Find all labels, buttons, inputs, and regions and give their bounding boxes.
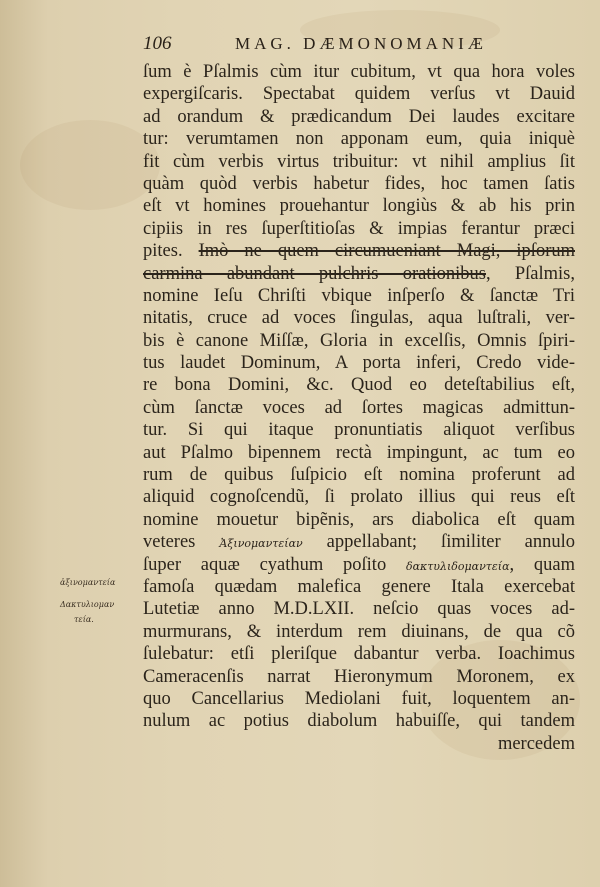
- line-text: , quam: [509, 554, 575, 575]
- line-text: bis è canone Miſſæ, Gloria in excelſis, Omnis ſpiri-: [143, 330, 575, 351]
- text-line: [143, 621, 575, 643]
- line-text: pites.: [143, 241, 199, 262]
- text-line: [143, 554, 575, 576]
- line-text: Lutetiæ anno M.D.LXII. neſcio quas voces ad-: [143, 599, 575, 620]
- text-line: [143, 643, 575, 665]
- line-text: ſum è Pſalmis cùm itur cubitum, vt qua hora voles: [143, 62, 575, 82]
- line-text: ſulebatur: etſi pleriſque dabantur verba. Ioachimus: [143, 644, 575, 665]
- line-text: nomine mouetur bipẽnis, ars diabolica eſt quam: [143, 509, 575, 530]
- text-line: [143, 464, 575, 486]
- text-line: [143, 61, 575, 83]
- text-line: [143, 307, 575, 329]
- struck-through-text: Imò ne quem circumueniant Magi, ipſorum: [198, 241, 575, 262]
- greek-term: Ἀξινομαντείαν: [219, 537, 303, 551]
- line-text: tur: verumtamen non apponam eum, quia iniquè: [143, 129, 575, 150]
- text-line: [143, 688, 575, 710]
- line-text: aut Pſalmo bipennem rectà impingunt, ac tum eo: [143, 442, 575, 463]
- paper-stain: [20, 120, 160, 210]
- line-text: expergiſcaris. Spectabat quidem verſus vt Dauid: [143, 84, 575, 105]
- line-text: eſt vt homines prouehantur longiùs & ab his prin: [143, 196, 575, 217]
- text-line: [143, 106, 575, 128]
- line-text: tur. Si qui itaque pronuntiatis aliquot verſibus: [143, 420, 575, 441]
- line-text: ad orandum & prædicandum Dei laudes excitare: [143, 106, 575, 127]
- line-text: aliquid cognoſcendũ, ſi prolato illius qui reus eſt: [143, 487, 575, 508]
- line-text: ſuper aquæ cyathum poſito: [143, 554, 406, 575]
- line-text: re bona Domini, &c. Quod eo deteſtabilius eſt,: [143, 375, 575, 396]
- text-line: [143, 666, 575, 688]
- text-line: [143, 531, 575, 553]
- text-line: [143, 486, 575, 508]
- line-text: veteres: [143, 532, 220, 553]
- line-text: nomine Ieſu Chriſti vbique inſperſo & ſanctæ Tri: [143, 285, 575, 306]
- line-text: cipiis in res ſuperſtitioſas & impias ferantur præci: [143, 218, 575, 239]
- running-head: MAG. DÆMONOMANIÆ: [235, 34, 487, 53]
- line-text: nitatis, cruce ad voces ſingulas, aqua luſtrali, ver-: [143, 308, 575, 329]
- text-line: [143, 128, 575, 150]
- margin-note: ἀξινομαντεία: [60, 578, 116, 587]
- text-line: [143, 173, 575, 195]
- body-text: [143, 61, 575, 755]
- text-line: [143, 218, 575, 240]
- line-text: tus laudet Dominum, A porta inferi, Credo vide-: [143, 353, 575, 374]
- line-text: murmurans, & interdum rem diuinans, de qua cõ: [143, 621, 575, 642]
- struck-through-text: carmina abundant pulchris orationibus: [143, 263, 486, 284]
- line-text: , Pſalmis,: [485, 263, 575, 284]
- text-line: [143, 352, 575, 374]
- margin-notes: [60, 576, 144, 626]
- line-text: cùm ſanctæ voces ad ſortes magicas admittun-: [143, 397, 575, 418]
- text-line: [143, 509, 575, 531]
- text-line: [143, 151, 575, 173]
- line-text: quo Cancellarius Mediolani fuit, loquentem an-: [143, 688, 575, 709]
- text-line: [143, 576, 575, 598]
- text-line: [143, 397, 575, 419]
- line-text: nulum ac potius diabolum habuiſſe, qui tandem: [143, 711, 575, 732]
- text-line: [143, 598, 575, 620]
- page-header: [143, 33, 563, 57]
- greek-term: δακτυλιδομαντεία: [405, 559, 510, 573]
- line-text: famoſa quædam malefica genere Itala exercebat: [143, 576, 575, 597]
- line-text: quàm quòd verbis habetur fides, hoc tamen ſatis: [143, 173, 575, 194]
- text-line: [143, 733, 575, 755]
- text-line: [143, 330, 575, 352]
- folio-number: 106: [143, 33, 172, 54]
- text-line: [143, 710, 575, 732]
- margin-note: τεία.: [74, 615, 94, 624]
- line-text: fit cùm verbis virtus tribuitur: vt nihil amplius ſit: [143, 151, 575, 172]
- text-line: [143, 83, 575, 105]
- text-line: [143, 374, 575, 396]
- text-line: [143, 240, 575, 262]
- text-line: [143, 263, 575, 285]
- text-line: [143, 419, 575, 441]
- line-text: appellabant; ſimiliter annulo: [302, 532, 575, 553]
- line-text: rum de quibus ſuſpicio eſt nomina proferunt ad: [143, 465, 575, 486]
- margin-note: Δακτυλιομαν: [60, 600, 115, 609]
- text-line: [143, 195, 575, 217]
- line-text: Cameracenſis narrat Hieronymum Moronem, ex: [143, 666, 575, 687]
- text-line: [143, 285, 575, 307]
- text-line: [143, 442, 575, 464]
- line-text: mercedem: [497, 733, 575, 754]
